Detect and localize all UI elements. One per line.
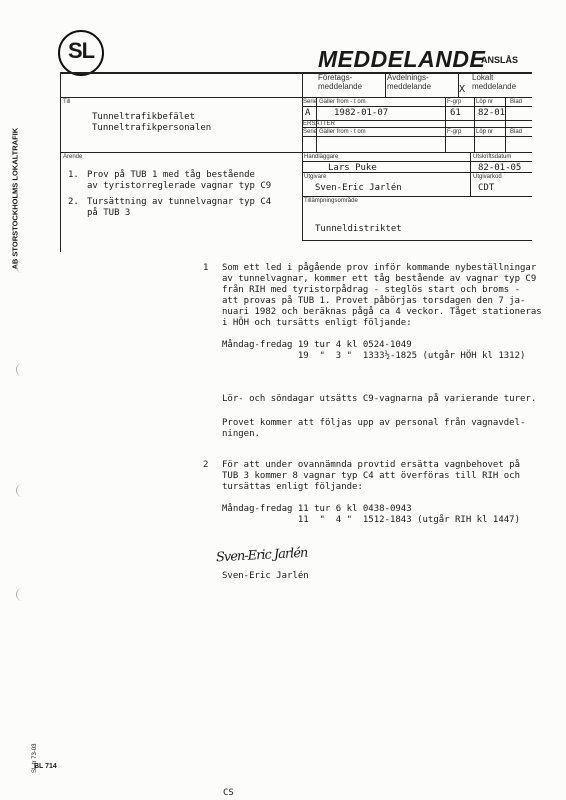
- section-2-line-1: För att under ovannämnda provtid ersätta vagnbehovet på: [222, 460, 521, 470]
- section-1-extra-1: Lör- och söndagar utsätts C9-vagnarna på varierande turer.: [222, 394, 537, 404]
- till-label: Till: [63, 99, 71, 105]
- company-side-text: AB STORSTOCKHOLMS LOKALTRAFIK: [10, 127, 20, 270]
- utgivarkod-value: CDT: [478, 183, 495, 193]
- lokalt-meddelande-option[interactable]: Lokalt meddelande: [472, 73, 517, 91]
- till-recipient-2: Tunneltrafikpersonalen: [92, 123, 212, 133]
- ersatter-label: ERSÄTTER: [303, 121, 336, 127]
- utgivare-value: Sven-Eric Jarlén: [315, 183, 402, 193]
- binder-hole-1: [16, 260, 26, 273]
- handwritten-signature: Sven-Eric Jarlén: [215, 545, 308, 566]
- utskriftsdatum-label: Utskriftsdatum: [473, 154, 512, 160]
- serie-label-2: Serie: [303, 129, 318, 135]
- bl-code: BL 714: [34, 763, 57, 770]
- arende-item-1-line-2: av tyristorreglerade vagnar typ C9: [87, 181, 272, 191]
- arende-item-2-line-2: på TUB 3: [87, 208, 131, 218]
- utskriftsdatum-value: 82-01-05: [478, 163, 522, 173]
- anslas-label: ANSLÅS: [481, 55, 519, 65]
- binder-hole-3: [16, 484, 26, 497]
- handlaggare-label: Handläggare: [304, 154, 339, 160]
- section-1-line-6: i HÖH och tursätts enligt följande:: [222, 318, 412, 328]
- avdelningsmeddelande-option[interactable]: Avdelnings- meddelande: [387, 73, 432, 91]
- foretagsmeddelande-option[interactable]: Företags- meddelande: [318, 73, 363, 91]
- section-1-extra-4: ningen.: [222, 429, 260, 439]
- till-recipient-1: Tunneltrafikbefälet: [92, 112, 195, 122]
- section-1-line-5: nuari 1982 och beräknas pågå ca 4 veckor. Tåget stationeras: [222, 307, 542, 317]
- tillampningsomrade-value: Tunneldistriktet: [315, 224, 402, 234]
- page-title: MEDDELANDE: [318, 46, 486, 72]
- arende-item-2-line-1: Tursättning av tunnelvagnar typ C4: [87, 197, 272, 207]
- section-2-number: 2: [203, 460, 209, 470]
- arende-item-2-num: 2.: [68, 197, 79, 207]
- section-1-line-3: från RIH med tyristorpådrag - steglös start och broms -: [222, 285, 521, 295]
- section-2-schedule-2: 11 " 4 " 1512-1843 (utgår RIH kl 1447): [222, 515, 521, 525]
- galler-label: Gäller from - t om: [319, 99, 366, 105]
- fgrp-label-2: F-grp: [447, 129, 462, 135]
- lokalt-checkbox[interactable]: X: [459, 84, 466, 95]
- section-2-line-3: tursättas enligt följande:: [222, 482, 363, 492]
- blad-label-2: Blad: [510, 129, 523, 135]
- section-2-schedule-1: Måndag-fredag 11 tur 6 kl 0438-0943: [222, 504, 412, 514]
- galler-value: 1982-01-07: [334, 108, 389, 118]
- section-1-number: 1: [203, 263, 209, 273]
- section-1-line-4: att provas på TUB 1. Provet påbörjas torsdagen den 7 ja-: [222, 296, 526, 306]
- galler-label-2: Gäller from - t om: [319, 129, 366, 135]
- section-1-line-2: av tunnelvagnar, kommer ett tåg bestående av vagnar typ C9: [222, 274, 537, 284]
- arende-item-1-num: 1.: [68, 170, 79, 180]
- serie-value: A: [305, 108, 311, 118]
- signer-name: Sven-Eric Jarlén: [222, 571, 309, 581]
- lopnr-value: 82-01: [478, 108, 506, 118]
- section-2-line-2: TUB 3 kommer 8 vagnar typ C4 att överföras till RIH och: [222, 471, 521, 481]
- tillampningsomrade-label: Tillämpningsområde: [304, 198, 358, 204]
- sl-logo-text: SL: [67, 38, 95, 63]
- arende-label: Ärende: [63, 154, 83, 160]
- blad-label: Blad: [510, 99, 523, 105]
- fgrp-label: F-grp: [447, 99, 462, 105]
- arende-item-1-line-1: Prov på TUB 1 med tåg bestående: [87, 170, 255, 180]
- handlaggare-value: Lars Puke: [328, 163, 377, 173]
- cs-initials: CS: [223, 788, 234, 798]
- binder-hole-4: [16, 588, 26, 601]
- section-1-schedule-2: 19 " 3 " 1333½-1825 (utgår HÖH kl 1312): [222, 351, 526, 361]
- lopnr-label-2: Löp nr: [476, 129, 494, 135]
- utgivare-label: Utgivare: [304, 174, 327, 180]
- lopnr-label: Löp nr: [476, 99, 494, 105]
- section-1-schedule-1: Måndag-fredag 19 tur 4 kl 0524-1049: [222, 340, 412, 350]
- section-1-line-1: Som ett led i pågående prov inför kommande nybeställningar: [222, 263, 537, 273]
- fgrp-value: 61: [450, 108, 461, 118]
- utgivarkod-label: Utgivarkod: [473, 174, 502, 180]
- form-code: SL tr 73-03: [32, 743, 38, 773]
- section-1-extra-3: Provet kommer att följas upp av personal från vagnavdel-: [222, 418, 526, 428]
- binder-hole-2: [16, 363, 26, 376]
- serie-label: Serie: [303, 99, 318, 105]
